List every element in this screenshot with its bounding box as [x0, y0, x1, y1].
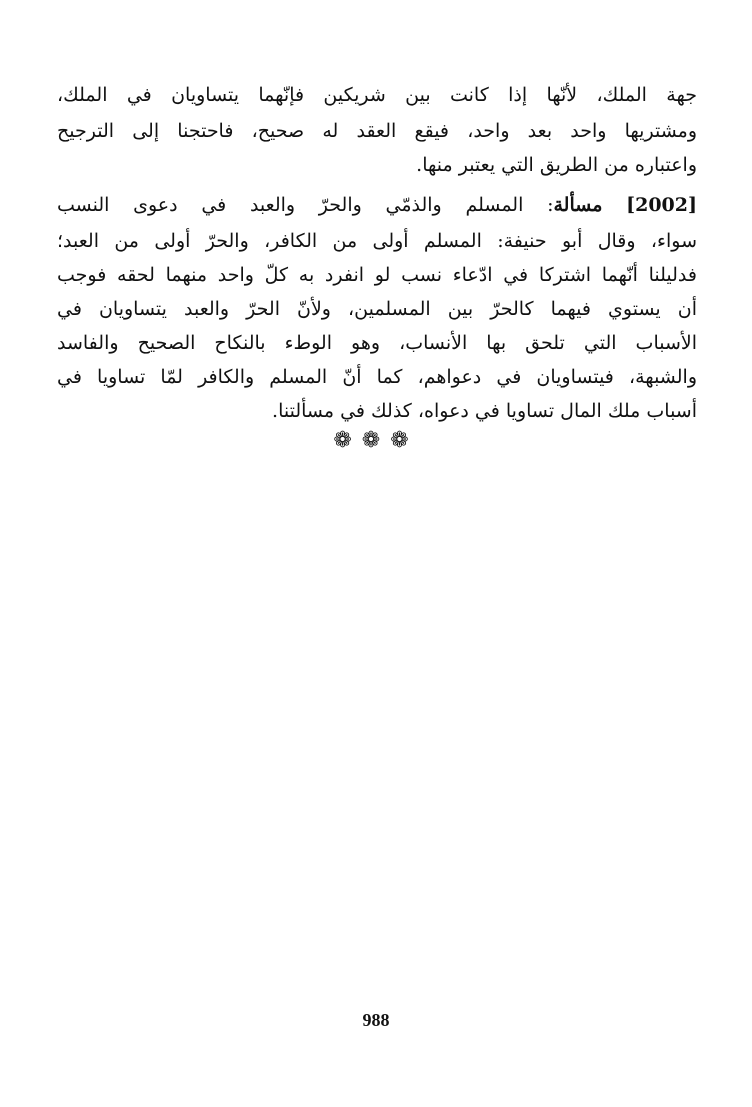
issue-heading-text: : المسلم والذمّي والحرّ والعبد في دعوى النسب: [57, 194, 554, 216]
page-number: 988: [362, 1010, 390, 1030]
text-line: أسباب ملك المال تساويا في دعواه، كذلك في مسألتنا.: [272, 400, 697, 422]
text-line: ومشتريها واحد بعد واحد، فيقع العقد له صحيح، فاحتجنا إلى الترجيح: [57, 120, 697, 142]
text-line: والشبهة، فيتساويان في دعواهم، كما أنّ المسلم والكافر لمّا تساويا في: [57, 366, 697, 388]
text-line: جهة الملك، لأنّها إذا كانت بين شريكين فإنّهما يتساويان في الملك،: [57, 84, 697, 106]
issue-label: مسألة: [553, 194, 603, 216]
text-line: واعتباره من الطريق التي يعتبر منها.: [416, 154, 697, 176]
text-line: أن يستوي فيهما كالحرّ بين المسلمين، ولأنّ الحرّ والعبد يتساويان في: [57, 298, 697, 320]
issue-number: [2002]: [626, 194, 697, 216]
text-line: الأسباب التي تلحق بها الأنساب، وهو الوطء بالنكاح الصحيح والفاسد: [57, 332, 697, 354]
text-line: فدليلنا أنّهما اشتركا في ادّعاء نسب لو انفرد به كلّ واحد منهما لحقه فوجب: [57, 264, 697, 286]
text-line: سواء، وقال أبو حنيفة: المسلم أولى من الكافر، والحرّ أولى من العبد؛: [57, 230, 697, 252]
section-ornament-icon: ❁❁❁: [333, 428, 419, 453]
issue-heading-line: [57, 190, 697, 220]
